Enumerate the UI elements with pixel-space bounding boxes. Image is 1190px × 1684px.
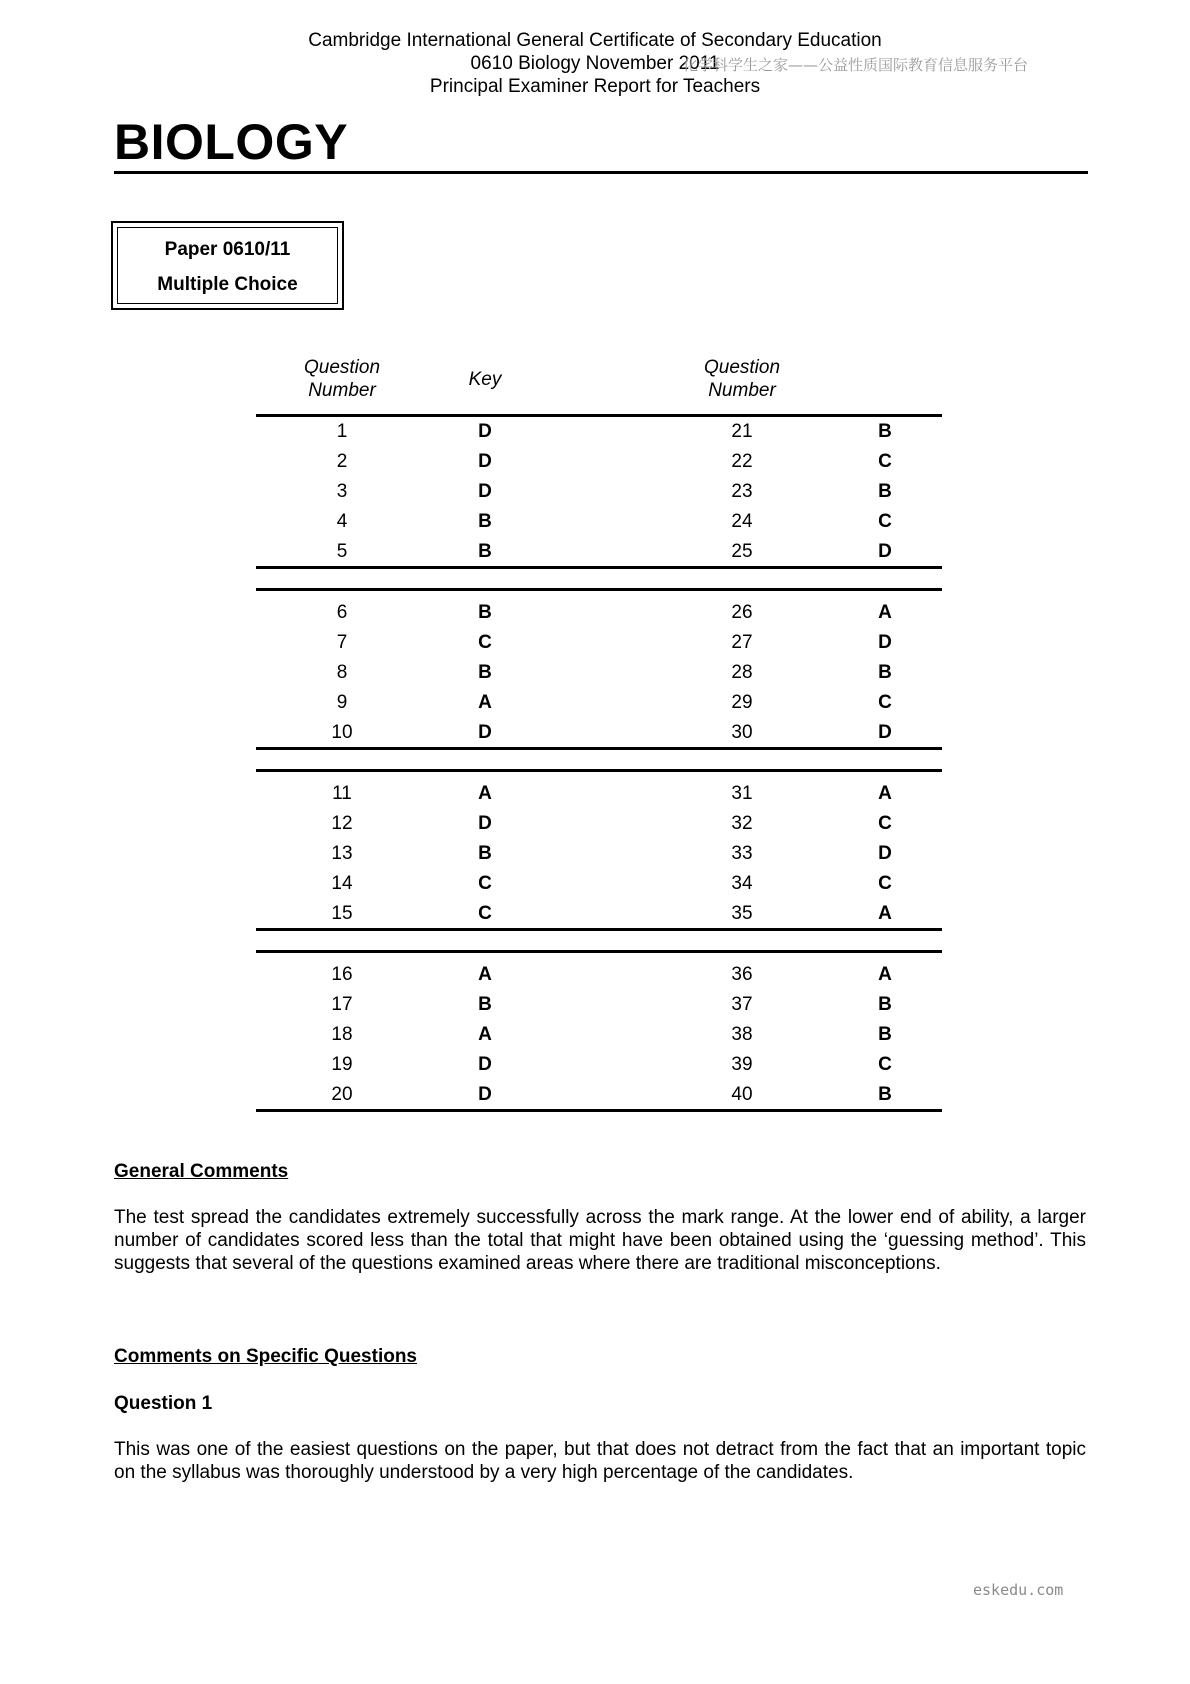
header-watermark: 化学科学生之家——公益性质国际教育信息服务平台 xyxy=(683,56,1029,74)
table-rule xyxy=(256,566,942,569)
question-number-cell: 35 xyxy=(731,903,753,924)
table-rule xyxy=(256,769,942,772)
question-number-cell: 7 xyxy=(336,632,348,653)
answer-key-cell: C xyxy=(878,1054,892,1075)
paper-code: Paper 0610/11 xyxy=(164,239,291,260)
general-comments-text: The test spread the candidates extremely successfully across the mark range. At the lower end of ability, a larger number of candidates scored less than the total that might have been obtained using the ‘guessing method’. This suggests that several of the questions examined areas where there are traditional misconceptions. xyxy=(114,1207,1086,1274)
answer-key-cell: C xyxy=(878,451,892,472)
answer-key-cell: A xyxy=(878,964,892,985)
question-number-cell: 37 xyxy=(731,994,753,1015)
answer-key-cell: D xyxy=(478,421,492,442)
answer-key-cell: B xyxy=(878,421,892,442)
header-question-word: Question xyxy=(303,357,381,378)
answer-key-cell: B xyxy=(878,1084,892,1105)
answer-key-cell: A xyxy=(478,783,492,804)
answer-key-cell: B xyxy=(878,994,892,1015)
answer-key-cell: B xyxy=(478,541,492,562)
question-number-cell: 15 xyxy=(331,903,353,924)
question-number-cell: 34 xyxy=(731,873,753,894)
question-number-cell: 10 xyxy=(331,722,353,743)
answer-key-cell: C xyxy=(478,873,492,894)
question-number-cell: 39 xyxy=(731,1054,753,1075)
paper-box xyxy=(111,221,344,310)
table-rule xyxy=(256,414,942,417)
question-number-cell: 18 xyxy=(331,1024,353,1045)
answer-key-cell: D xyxy=(878,843,892,864)
answer-key-cell: C xyxy=(478,903,492,924)
answer-key-cell: C xyxy=(878,813,892,834)
header-number-word: Number xyxy=(708,380,776,401)
question-number-cell: 40 xyxy=(731,1084,753,1105)
question-1-text: This was one of the easiest questions on the paper, but that does not detract from the fact that an important topic on the syllabus was thoroughly understood by a very high percentage of the candidates. xyxy=(114,1439,1086,1483)
question-number-cell: 33 xyxy=(731,843,753,864)
header-question-number-right xyxy=(682,356,802,402)
question-number-cell: 21 xyxy=(731,421,753,442)
answer-key-cell: A xyxy=(478,692,492,713)
question-number-cell: 17 xyxy=(331,994,353,1015)
answer-key-cell: B xyxy=(878,481,892,502)
answer-key-cell: D xyxy=(478,1084,492,1105)
question-number-cell: 9 xyxy=(336,692,348,713)
question-number-cell: 5 xyxy=(336,541,348,562)
answer-key-cell: D xyxy=(478,451,492,472)
question-number-cell: 26 xyxy=(731,602,753,623)
answer-key-cell: A xyxy=(878,602,892,623)
answer-key-cell: B xyxy=(478,662,492,683)
question-number-cell: 38 xyxy=(731,1024,753,1045)
header-question-word: Question xyxy=(703,357,781,378)
answer-key-cell: A xyxy=(878,783,892,804)
question-number-cell: 16 xyxy=(331,964,353,985)
question-number-cell: 8 xyxy=(336,662,348,683)
table-rule xyxy=(256,928,942,931)
question-number-cell: 1 xyxy=(336,421,348,442)
question-number-cell: 4 xyxy=(336,511,348,532)
answer-key-cell: C xyxy=(878,511,892,532)
question-number-cell: 27 xyxy=(731,632,753,653)
answer-key-cell: D xyxy=(478,481,492,502)
header-key-left: Key xyxy=(468,369,502,390)
header-question-number-left xyxy=(282,356,402,402)
answer-key-cell: A xyxy=(478,964,492,985)
question-number-cell: 13 xyxy=(331,843,353,864)
header-line-2: 0610 Biology November 2011 xyxy=(470,53,720,74)
question-number-cell: 19 xyxy=(331,1054,353,1075)
table-rule xyxy=(256,747,942,750)
question-number-cell: 29 xyxy=(731,692,753,713)
answer-key-cell: C xyxy=(478,632,492,653)
table-rule xyxy=(256,950,942,953)
specific-comments-heading: Comments on Specific Questions xyxy=(114,1346,417,1367)
header-line-1: Cambridge International General Certificate of Secondary Education xyxy=(308,30,882,51)
answer-key-cell: D xyxy=(478,813,492,834)
answer-key-cell: D xyxy=(878,632,892,653)
title-divider xyxy=(114,171,1088,174)
page-title: BIOLOGY xyxy=(114,114,349,170)
header-line-3: Principal Examiner Report for Teachers xyxy=(429,76,761,97)
table-rule xyxy=(256,588,942,591)
question-number-cell: 28 xyxy=(731,662,753,683)
answer-key-cell: B xyxy=(878,1024,892,1045)
table-rule xyxy=(256,1109,942,1112)
question-number-cell: 12 xyxy=(331,813,353,834)
question-number-cell: 23 xyxy=(731,481,753,502)
question-number-cell: 36 xyxy=(731,964,753,985)
question-number-cell: 24 xyxy=(731,511,753,532)
question-1-heading: Question 1 xyxy=(114,1393,213,1414)
question-number-cell: 22 xyxy=(731,451,753,472)
answer-key-cell: D xyxy=(878,722,892,743)
question-number-cell: 25 xyxy=(731,541,753,562)
question-number-cell: 31 xyxy=(731,783,753,804)
answer-key-cell: B xyxy=(478,511,492,532)
paper-box-inner xyxy=(117,227,338,304)
answer-key-cell: A xyxy=(878,903,892,924)
answer-key-cell: B xyxy=(478,843,492,864)
question-number-cell: 11 xyxy=(332,783,352,804)
question-number-cell: 30 xyxy=(731,722,753,743)
question-number-cell: 2 xyxy=(336,451,348,472)
answer-key-cell: A xyxy=(478,1024,492,1045)
answer-key-cell: B xyxy=(878,662,892,683)
paper-type: Multiple Choice xyxy=(157,274,298,295)
question-number-cell: 32 xyxy=(731,813,753,834)
general-comments-heading: General Comments xyxy=(114,1161,289,1182)
question-number-cell: 14 xyxy=(331,873,353,894)
header-number-word: Number xyxy=(308,380,376,401)
answer-key-cell: B xyxy=(478,994,492,1015)
question-number-cell: 3 xyxy=(336,481,348,502)
question-number-cell: 20 xyxy=(331,1084,353,1105)
footer-watermark: eskedu.com xyxy=(973,1581,1064,1599)
answer-key-cell: C xyxy=(878,873,892,894)
answer-key-cell: C xyxy=(878,692,892,713)
answer-key-cell: D xyxy=(878,541,892,562)
answer-key-cell: D xyxy=(478,722,492,743)
answer-key-cell: D xyxy=(478,1054,492,1075)
question-number-cell: 6 xyxy=(336,602,348,623)
answer-key-cell: B xyxy=(478,602,492,623)
